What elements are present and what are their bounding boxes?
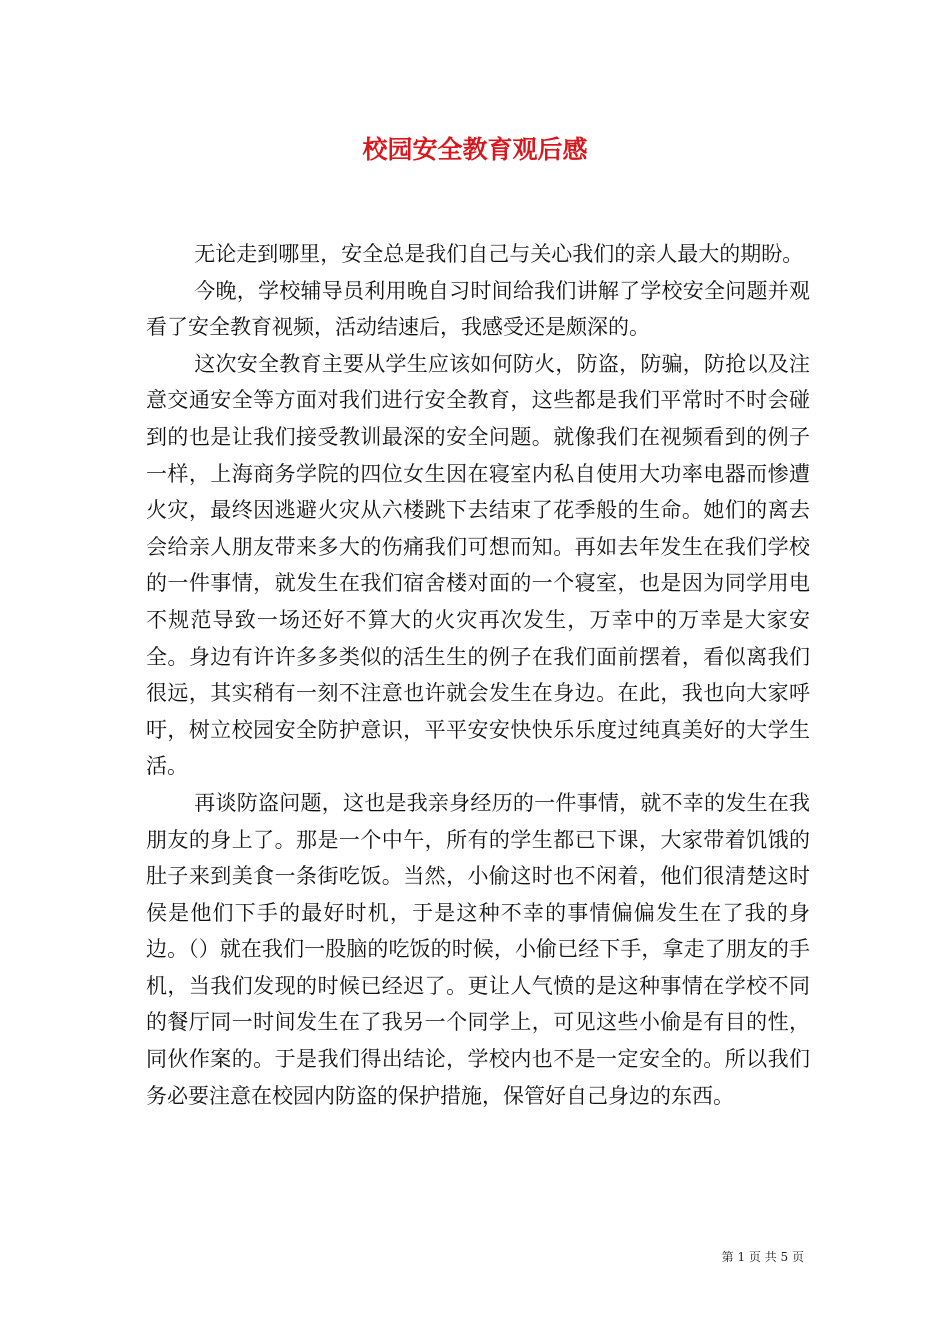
- document-body: [146, 236, 810, 1114]
- page-number: 第 1 页 共 5 页: [721, 1250, 804, 1264]
- paragraph-2: 今晚，学校辅导员利用晚自习时间给我们讲解了学校安全问题并观看了安全教育视频，活动结速后，我感受还是颇深的。: [146, 278, 810, 340]
- paragraph-1: 无论走到哪里，安全总是我们自己与关心我们的亲人最大的期盼。: [194, 242, 804, 266]
- paragraph-3: 这次安全教育主要从学生应该如何防火，防盗，防骗，防抢以及注意交通安全等方面对我们进行安全教育，这些都是我们平常时不时会碰到的也是让我们接受教训最深的安全问题。就像我们在视频看到的例子一样，上海商务学院的四位女生因在寝室内私自使用大功率电器而惨遭火灾，最终因逃避火灾从六楼跳下去结束了花季般的生命。她们的离去会给亲人朋友带来多大的伤痛我们可想而知。再如去年发生在我们学校的一件事情，就发生在我们宿舍楼对面的一个寝室，也是因为同学用电不规范导致一场还好不算大的火灾再次发生，万幸中的万幸是大家安全。身边有许许多多类似的活生生的例子在我们面前摆着，看似离我们很远，其实稍有一刻不注意也许就会发生在身边。在此，我也向大家呼吁，树立校园安全防护意识，平平安安快快乐乐度过纯真美好的大学生活。: [146, 351, 810, 779]
- document-title: 校园安全教育观后感: [362, 135, 588, 164]
- paragraph-4: 再谈防盗问题，这也是我亲身经历的一件事情，就不幸的发生在我朋友的身上了。那是一个中午，所有的学生都已下课，大家带着饥饿的肚子来到美食一条街吃饭。当然，小偷这时也不闲着，他们很清楚这时侯是他们下手的最好时机，于是这种不幸的事情偏偏发生在了我的身边。（）就在我们一股脑的吃饭的时候，小偷已经下手，拿走了朋友的手机，当我们发现的时候已经迟了。更让人气愤的是这种事情在学校不同的餐厅同一时间发生在了我另一个同学上，可见这些小偷是有目的性，同伙作案的。于是我们得出结论，学校内也不是一定安全的。所以我们务必要注意在校园内防盗的保护措施，保管好自己身边的东西。: [146, 790, 810, 1108]
